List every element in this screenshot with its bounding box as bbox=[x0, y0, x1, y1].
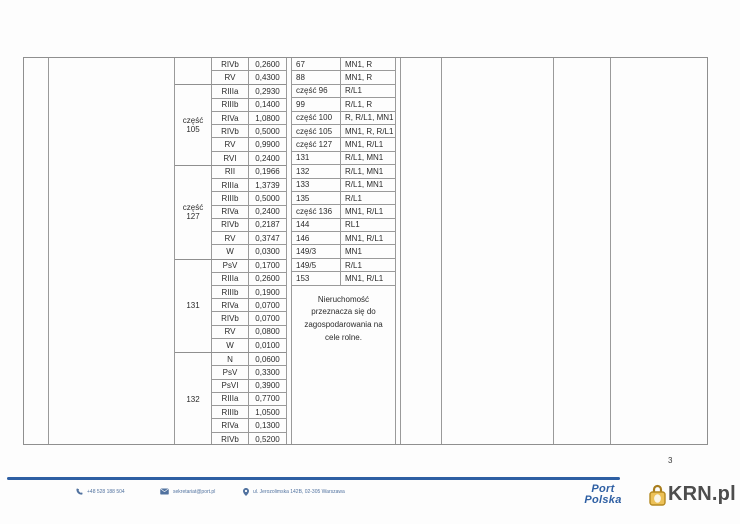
parcel-number-cell: część 136 bbox=[292, 205, 341, 217]
soil-class-cell: RIVb bbox=[212, 58, 249, 70]
footer-address bbox=[243, 488, 345, 496]
plan-designation-cell: R/L1 bbox=[345, 193, 362, 203]
table-row bbox=[292, 259, 395, 272]
area-value-cell: 0,0700 bbox=[255, 314, 280, 324]
soil-class-cell: RIVb bbox=[212, 433, 249, 444]
area-value-cell: 0,2930 bbox=[255, 87, 280, 97]
table-row bbox=[212, 433, 286, 444]
vertical-rule bbox=[553, 58, 554, 444]
area-value-cell: 1,0800 bbox=[255, 113, 280, 123]
vertical-rule bbox=[48, 58, 49, 444]
soil-class-cell: RIIIb bbox=[212, 99, 249, 111]
area-value-cell: 0,5000 bbox=[255, 126, 280, 136]
vertical-rule bbox=[610, 58, 611, 444]
soil-group bbox=[175, 58, 286, 85]
location-pin-icon bbox=[243, 488, 249, 496]
table-row bbox=[212, 286, 286, 299]
area-value-cell: 0,1900 bbox=[255, 287, 280, 297]
table-row bbox=[212, 206, 286, 219]
area-value-cell: 0,2400 bbox=[255, 207, 280, 217]
area-value-cell: 0,2187 bbox=[255, 220, 280, 230]
soil-classification-table bbox=[174, 58, 287, 444]
footer-address-text: ul. Jerozolimska 142B, 02-305 Warszawa bbox=[253, 489, 345, 495]
table-row bbox=[212, 245, 286, 258]
table-row bbox=[292, 152, 395, 165]
table-row bbox=[292, 165, 395, 178]
land-use-note: Nieruchomość przeznacza się do zagospodarowania na cele rolne. bbox=[304, 294, 383, 343]
table-row bbox=[212, 166, 286, 179]
table-row bbox=[292, 125, 395, 138]
parcel-number-cell: część 127 bbox=[292, 138, 341, 150]
table-row bbox=[212, 192, 286, 205]
plan-designation-cell: RL1 bbox=[345, 220, 360, 230]
area-value-cell: 0,9900 bbox=[255, 140, 280, 150]
table-row bbox=[292, 219, 395, 232]
logo-line-2: Polska bbox=[584, 493, 622, 506]
area-value-cell: 0,2600 bbox=[255, 59, 280, 69]
table-row bbox=[212, 99, 286, 112]
table-row bbox=[212, 179, 286, 192]
area-value-cell: 0,0600 bbox=[255, 354, 280, 364]
land-register-table bbox=[23, 57, 708, 445]
envelope-icon bbox=[160, 488, 169, 495]
table-row bbox=[292, 112, 395, 125]
vertical-rule bbox=[400, 58, 401, 444]
soil-class-cell: RIIIa bbox=[212, 85, 249, 97]
area-value-cell: 0,0100 bbox=[255, 341, 280, 351]
table-row bbox=[292, 232, 395, 245]
plan-designation-cell: MN1, R bbox=[345, 73, 373, 83]
plan-designation-cell: R/L1, MN1 bbox=[345, 166, 384, 176]
table-row bbox=[212, 406, 286, 419]
soil-class-cell: RIIIa bbox=[212, 179, 249, 191]
table-row bbox=[212, 260, 286, 273]
soil-class-cell: RIIIb bbox=[212, 192, 249, 204]
soil-class-cell: RIIIa bbox=[212, 393, 249, 405]
page-number: 3 bbox=[668, 456, 673, 465]
soil-group bbox=[175, 353, 286, 444]
soil-class-cell: RIIIb bbox=[212, 286, 249, 298]
table-row bbox=[292, 205, 395, 218]
soil-class-cell: RV bbox=[212, 326, 249, 338]
area-value-cell: 0,5000 bbox=[255, 193, 280, 203]
table-row bbox=[292, 71, 395, 84]
area-value-cell: 0,1700 bbox=[255, 261, 280, 271]
plan-designation-cell: R/L1 bbox=[345, 86, 362, 96]
padlock-icon bbox=[649, 483, 666, 506]
parcel-number-cell: 146 bbox=[292, 232, 341, 244]
plan-designation-cell: R/L1, MN1 bbox=[345, 153, 384, 163]
parcel-number-cell: 135 bbox=[292, 192, 341, 204]
area-value-cell: 0,1966 bbox=[255, 167, 280, 177]
area-value-cell: 0,3300 bbox=[255, 368, 280, 377]
table-row bbox=[212, 299, 286, 312]
table-row bbox=[292, 192, 395, 205]
table-row bbox=[292, 138, 395, 151]
logo-line-1: Port bbox=[591, 483, 615, 495]
table-row bbox=[292, 85, 395, 98]
soil-class-cell: RVI bbox=[212, 152, 249, 165]
plan-designation-cell: MN1, R/L1 bbox=[345, 233, 384, 243]
soil-class-cell: W bbox=[212, 339, 249, 352]
soil-class-cell: RIVb bbox=[212, 125, 249, 137]
plan-designation-cell: R, R/L1, MN1 bbox=[345, 113, 394, 123]
area-value-cell: 0,1400 bbox=[255, 100, 280, 110]
table-row bbox=[212, 85, 286, 98]
plan-designation-cell: R/L1, R bbox=[345, 99, 373, 109]
soil-class-cell: PsVI bbox=[212, 380, 249, 392]
area-value-cell: 0,2600 bbox=[255, 274, 280, 284]
area-value-cell: 0,3900 bbox=[255, 381, 280, 391]
table-row bbox=[212, 125, 286, 138]
table-row bbox=[212, 152, 286, 165]
area-value-cell: 0,7700 bbox=[255, 394, 280, 404]
area-value-cell: 0,3747 bbox=[255, 233, 280, 243]
soil-class-cell: PsV bbox=[212, 260, 249, 272]
table-row bbox=[292, 272, 395, 285]
parcel-number-cell: 132 bbox=[292, 165, 341, 177]
parcel-group-label: 131 bbox=[175, 260, 212, 353]
plan-designation-cell: MN1, R/L1 bbox=[345, 206, 384, 216]
table-row bbox=[292, 179, 395, 192]
soil-class-cell: RIVb bbox=[212, 312, 249, 324]
parcel-number-cell: część 100 bbox=[292, 112, 341, 124]
plan-designation-cell: MN1, R, R/L1 bbox=[345, 126, 394, 136]
parcel-number-cell: 149/5 bbox=[292, 259, 341, 271]
phone-icon bbox=[76, 488, 83, 495]
plan-designation-cell: R/L1 bbox=[345, 260, 362, 270]
krn-watermark-text: KRN.pl bbox=[668, 483, 736, 505]
area-value-cell: 0,0700 bbox=[255, 300, 280, 310]
soil-group bbox=[175, 260, 286, 354]
table-row bbox=[212, 138, 286, 151]
soil-class-cell: RIVa bbox=[212, 299, 249, 311]
parcel-number-cell: część 105 bbox=[292, 125, 341, 137]
port-polska-logo bbox=[572, 484, 634, 505]
area-value-cell: 0,4300 bbox=[255, 73, 280, 83]
table-row bbox=[212, 71, 286, 84]
area-value-cell: 0,0800 bbox=[255, 327, 280, 337]
plan-designation-cell: MN1 bbox=[345, 247, 362, 257]
soil-class-cell: RIVa bbox=[212, 419, 249, 431]
soil-class-cell: RV bbox=[212, 232, 249, 244]
parcel-group-label: część 127 bbox=[175, 166, 212, 259]
soil-class-cell: RIIIa bbox=[212, 273, 249, 285]
table-row bbox=[212, 232, 286, 245]
soil-class-cell: RIVa bbox=[212, 206, 249, 218]
vertical-rule bbox=[441, 58, 442, 444]
soil-class-cell: N bbox=[212, 353, 249, 365]
plan-designation-cell: MN1, R/L1 bbox=[345, 273, 384, 283]
parcel-number-cell: 67 bbox=[292, 58, 341, 70]
plan-designation-cell: MN1, R bbox=[345, 59, 373, 69]
soil-class-cell: RV bbox=[212, 71, 249, 84]
plan-designation-cell: MN1, R/L1 bbox=[345, 140, 384, 150]
parcel-number-cell: 99 bbox=[292, 98, 341, 110]
table-row bbox=[212, 58, 286, 71]
footer-phone-text: +48 528 188 504 bbox=[87, 488, 125, 495]
table-row bbox=[292, 245, 395, 258]
area-value-cell: 0,1300 bbox=[255, 420, 280, 430]
soil-class-cell: RIVb bbox=[212, 219, 249, 231]
table-row bbox=[212, 419, 286, 432]
table-row bbox=[212, 326, 286, 339]
soil-group bbox=[175, 166, 286, 260]
plan-designation-cell: R/L1, MN1 bbox=[345, 180, 384, 190]
soil-class-cell: W bbox=[212, 245, 249, 258]
table-row bbox=[292, 98, 395, 111]
parcel-number-cell: 131 bbox=[292, 152, 341, 164]
table-row bbox=[212, 112, 286, 125]
soil-class-cell: PsV bbox=[212, 366, 249, 378]
area-value-cell: 1,3739 bbox=[255, 180, 280, 190]
table-row bbox=[212, 353, 286, 366]
area-value-cell: 0,5200 bbox=[255, 434, 280, 444]
parcel-group-label bbox=[175, 58, 212, 84]
parcel-number-cell: 144 bbox=[292, 219, 341, 231]
table-row bbox=[292, 58, 395, 71]
parcel-group-label: 132 bbox=[175, 353, 212, 444]
soil-group bbox=[175, 85, 286, 165]
parcel-number-cell: część 96 bbox=[292, 85, 341, 97]
krn-watermark bbox=[649, 483, 736, 506]
footer-email-text: sekretariat@port.pl bbox=[173, 488, 216, 495]
parcel-number-cell: 153 bbox=[292, 272, 341, 284]
area-value-cell: 1,0500 bbox=[255, 407, 280, 417]
area-value-cell: 0,0300 bbox=[255, 247, 280, 257]
parcel-number-cell: 149/3 bbox=[292, 245, 341, 257]
footer-email bbox=[160, 488, 215, 495]
table-row bbox=[212, 273, 286, 286]
parcel-number-cell: 133 bbox=[292, 179, 341, 191]
table-row bbox=[212, 380, 286, 393]
table-row bbox=[212, 339, 286, 352]
soil-class-cell: RII bbox=[212, 166, 249, 178]
soil-class-cell: RIVa bbox=[212, 112, 249, 124]
table-row bbox=[212, 219, 286, 232]
soil-class-cell: RIIIb bbox=[212, 406, 249, 418]
area-value-cell: 0,2400 bbox=[255, 153, 280, 163]
parcel-group-label: część 105 bbox=[175, 85, 212, 164]
table-row bbox=[212, 366, 286, 379]
table-row bbox=[212, 393, 286, 406]
footer-divider-line bbox=[7, 477, 620, 480]
parcel-number-cell: 88 bbox=[292, 71, 341, 83]
soil-class-cell: RV bbox=[212, 138, 249, 150]
plan-designation-table bbox=[291, 58, 396, 444]
footer-phone bbox=[76, 488, 125, 495]
table-row bbox=[212, 312, 286, 325]
